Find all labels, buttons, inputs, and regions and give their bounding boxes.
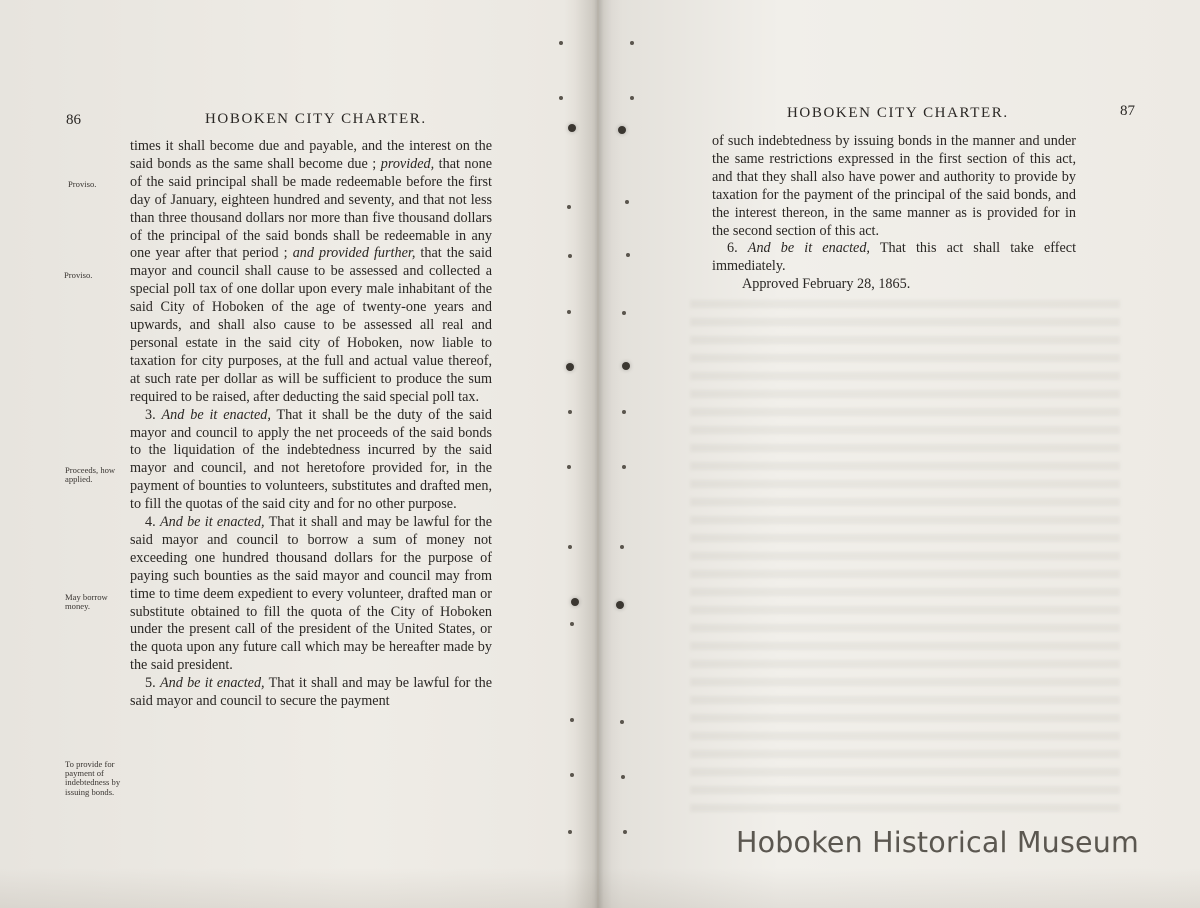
right-page-body xyxy=(712,133,1076,294)
right-page-number: 87 xyxy=(1120,103,1135,119)
paragraph xyxy=(712,133,1076,240)
left-running-head: HOBOKEN CITY CHARTER. xyxy=(205,111,427,127)
binding-hole xyxy=(570,718,574,722)
right-running-head: HOBOKEN CITY CHARTER. xyxy=(787,105,1009,121)
text-run: times it shall become due and payable, and the interest on the said bonds as the same shall become due ; xyxy=(130,138,492,172)
binding-hole xyxy=(571,598,579,606)
text-run: that none of the said principal shall be made redeemable before the first day of January, eighteen hundred and seventy, and that not less than three thousand dollars nor more than five thousand dollars of the principal of the said bonds shall be redeemable in any one year after that period ; xyxy=(130,155,493,262)
gutter-shadow xyxy=(575,0,623,908)
museum-watermark: Hoboken Historical Museum xyxy=(736,826,1139,859)
binding-hole xyxy=(559,41,563,45)
show-through-text xyxy=(690,300,1120,820)
binding-hole xyxy=(623,830,627,834)
margin-note-proviso: Proviso. xyxy=(68,179,97,189)
text-run: That this act shall take effect immediately. xyxy=(712,240,1077,275)
margin-note-borrow: May borrow money. xyxy=(65,592,108,612)
section-number: 4. xyxy=(145,514,156,531)
left-page-number: 86 xyxy=(66,112,81,128)
binding-hole xyxy=(622,311,626,315)
text-run: of such indebtedness by issuing bonds in the manner and under the same restrictions expressed in the first section of this act, and that they shall also have power and authority to provide by taxation for the payment of the principal of the said bonds, and the interest thereon, in the same manner as is provided for in the second section of this act. xyxy=(712,133,1076,239)
page-bottom-edge xyxy=(0,868,1200,908)
binding-hole xyxy=(626,253,630,257)
italic-run: provided, xyxy=(380,155,435,172)
text-run: That it shall and may be lawful for the said mayor and council to borrow a sum of money not exceeding one hundred thousand dollars for the purpose of paying such bounties as the said mayor and council may from time to time deem expedient to every volunteer, drafted man or substitute obtained to fill the quota of the City of Hoboken under the present call of the president of the United States, or the quota upon any future call which may be hereafter made by the said president. xyxy=(130,514,493,674)
left-page-body xyxy=(130,138,492,711)
enacting-clause: And be it enacted, xyxy=(159,675,265,692)
section-5 xyxy=(130,675,492,711)
binding-hole xyxy=(559,96,563,100)
section-4 xyxy=(130,514,492,675)
binding-hole xyxy=(567,465,571,469)
binding-hole xyxy=(622,465,626,469)
margin-note-indebtedness: To provide for payment of indebtedness by issuing bonds. xyxy=(65,759,121,797)
approval-date xyxy=(712,276,1076,294)
text-run: That it shall and may be lawful for the said mayor and council to secure the payment xyxy=(130,675,493,710)
text-run: Approved February 28, 1865. xyxy=(742,276,911,293)
enacting-clause: And be it enacted, xyxy=(747,240,870,257)
margin-note-proceeds: Proceeds, how applied. xyxy=(65,465,116,485)
enacting-clause: And be it enacted, xyxy=(159,514,265,531)
text-run: that the said mayor and council shall cause to be assessed and collected a special poll tax of one dollar upon every male inhabitant of the said City of Hoboken of the age of twenty-one years and upwards, and shall also cause to be assessed all real and personal estate in the said city of Hoboken, now liable to taxation for city purposes, at the full and actual value thereof, at such rate per dollar as will be sufficient to produce the sum required to be raised, after deducting the said special poll tax. xyxy=(130,245,493,405)
binding-hole xyxy=(630,96,634,100)
binding-hole xyxy=(630,41,634,45)
binding-hole xyxy=(567,205,571,209)
binding-hole xyxy=(570,622,574,626)
text-run: That it shall be the duty of the said mayor and council to apply the net proceeds of the said bonds to the liquidation of the indebtedness incurred by the said mayor and council, and not heretofore provided for, in the payment of bounties to volunteers, substitutes and drafted men, to fill the quotas of the said city and for no other purpose. xyxy=(130,406,493,513)
binding-hole xyxy=(618,126,626,134)
binding-hole xyxy=(622,410,626,414)
binding-hole xyxy=(570,773,574,777)
section-number: 6. xyxy=(727,240,738,257)
section-3 xyxy=(130,407,492,514)
paragraph xyxy=(130,138,492,407)
enacting-clause: And be it enacted, xyxy=(161,406,271,423)
spine-fold xyxy=(597,0,599,908)
margin-note-proviso: Proviso. xyxy=(64,270,93,280)
binding-hole xyxy=(625,200,629,204)
binding-hole xyxy=(566,363,574,371)
italic-run: and provided further, xyxy=(292,245,416,262)
binding-hole xyxy=(568,254,572,258)
binding-hole xyxy=(622,362,630,370)
binding-hole xyxy=(568,545,572,549)
binding-hole xyxy=(616,601,624,609)
binding-hole xyxy=(620,720,624,724)
section-6 xyxy=(712,240,1076,276)
binding-hole xyxy=(567,310,571,314)
binding-hole xyxy=(568,124,576,132)
binding-hole xyxy=(568,830,572,834)
section-number: 3. xyxy=(145,406,156,423)
binding-hole xyxy=(621,775,625,779)
binding-hole xyxy=(620,545,624,549)
binding-hole xyxy=(568,410,572,414)
section-number: 5. xyxy=(145,675,156,692)
